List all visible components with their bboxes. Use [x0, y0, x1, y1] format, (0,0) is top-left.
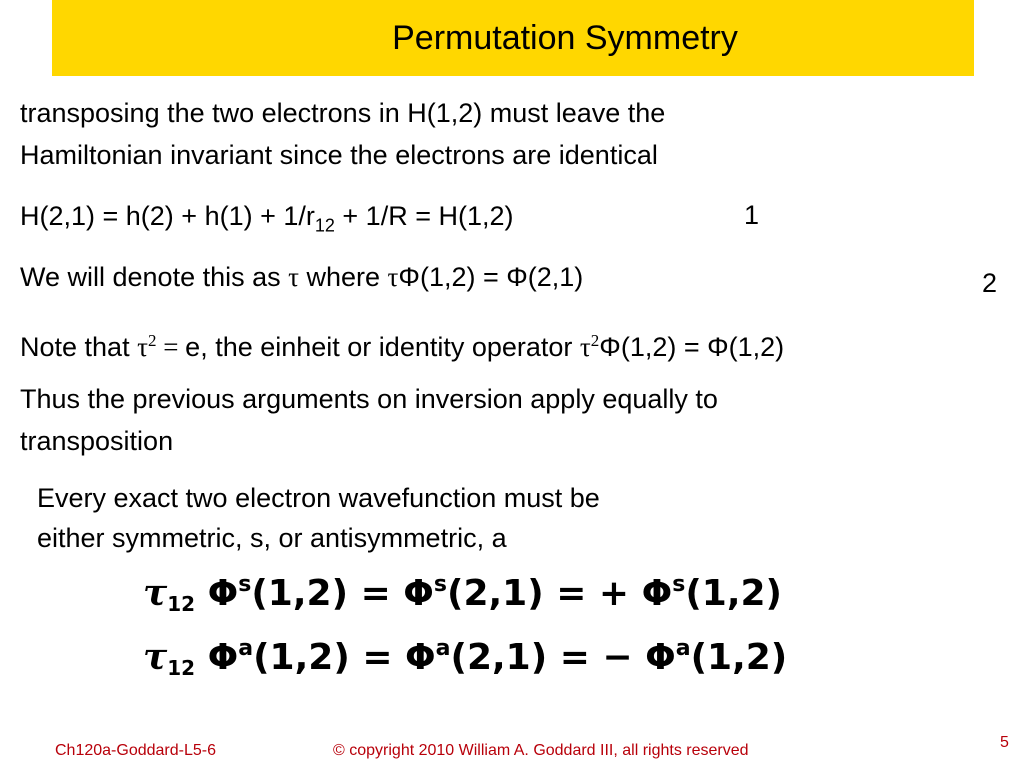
eq1-suffix: + 1/R = H(1,2)	[334, 201, 514, 231]
equals-plus: = +	[543, 573, 642, 614]
args: (1,2)	[251, 573, 349, 614]
squared-superscript: 2	[590, 331, 600, 350]
sym-superscript: s	[238, 572, 252, 597]
args: (2,1)	[446, 573, 544, 614]
footer-copyright: © copyright 2010 William A. Goddard III, all rights reserved	[333, 742, 749, 759]
line3-c: Φ(1,2) = Φ(2,1)	[398, 262, 584, 292]
line4-a: Note that	[20, 332, 138, 362]
tau-squared-note	[20, 324, 784, 364]
line3-a: We will denote this as	[20, 262, 289, 292]
squared-superscript: 2	[147, 331, 157, 350]
title-bar	[52, 0, 974, 76]
para5-line2: transposition	[20, 426, 174, 456]
tau-symbol: τ	[137, 332, 148, 362]
antisym-superscript: a	[675, 636, 691, 661]
equation-number-1: 1	[744, 200, 760, 230]
page-number: 5	[1000, 734, 1009, 751]
args: (1,2)	[253, 637, 350, 678]
para1-line1: transposing the two electrons in H(1,2) must leave the	[20, 98, 666, 128]
tau-symbol: τ	[143, 572, 168, 614]
para6-line1: Every exact two electron wavefunction must be	[37, 483, 600, 513]
tau-symbol: τ	[579, 332, 591, 362]
phi-symbol: Φ	[641, 573, 673, 614]
phi-symbol: Φ	[207, 637, 239, 678]
antisymmetric-equation	[143, 636, 787, 680]
equation-number-2: 2	[982, 268, 998, 298]
equation-1	[20, 199, 513, 242]
slide-title: Permutation Symmetry	[392, 18, 738, 57]
equals-sign: =	[348, 573, 404, 614]
args: (2,1)	[450, 637, 548, 678]
phi-symbol: Φ	[645, 637, 676, 678]
symmetric-equation	[143, 572, 782, 616]
sym-superscript: s	[433, 572, 447, 597]
tau-symbol: τ	[288, 262, 299, 292]
tau-symbol: τ	[387, 262, 399, 292]
line4-b: e, the einheit or identity operator	[185, 332, 580, 362]
equals-sign: =	[349, 637, 406, 678]
phi-symbol: Φ	[403, 573, 434, 614]
phi-symbol: Φ	[405, 637, 436, 678]
line3-b: where	[299, 262, 388, 292]
eq1-prefix: H(2,1) = h(2) + h(1) + 1/r	[20, 201, 315, 231]
line4-c: Φ(1,2) = Φ(1,2)	[599, 332, 785, 362]
antisym-superscript: a	[435, 636, 451, 661]
footer-course: Ch120a-Goddard-L5-6	[55, 742, 216, 759]
para1-line2: Hamiltonian invariant since the electrons are identical	[20, 140, 658, 170]
tau-definition	[20, 260, 583, 294]
args: (1,2)	[690, 637, 788, 678]
tau-subscript: 12	[167, 592, 196, 616]
para6-line2: either symmetric, s, or antisymmetric, a	[37, 523, 507, 553]
tau-subscript: 12	[167, 656, 196, 680]
para5-line1: Thus the previous arguments on inversion apply equally to	[20, 384, 718, 414]
phi-symbol: Φ	[207, 573, 239, 614]
args: (1,2)	[685, 573, 783, 614]
eq1-subscript: 12	[314, 215, 335, 236]
equals-minus: = −	[547, 637, 646, 678]
sym-superscript: s	[672, 572, 686, 597]
tau-symbol: τ	[143, 636, 168, 678]
antisym-superscript: a	[238, 636, 254, 661]
equals-sign: =	[156, 332, 186, 362]
